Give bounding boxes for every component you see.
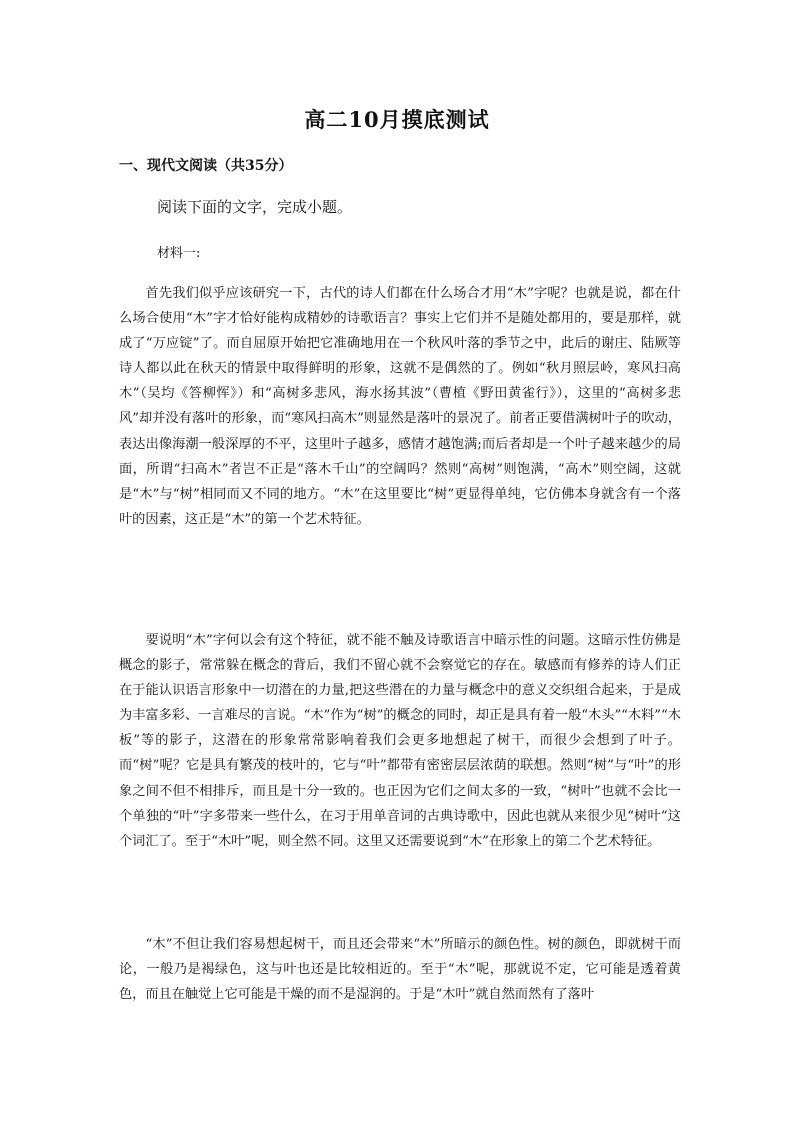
body-paragraph: 首先我们似乎应该研究一下，古代的诗人们都在什么场合才用“木”字呢？也就是说，都在什么场合使用“木”字才恰好能构成精妙的诗歌语言？事实上它们并不是随处都用的，要是那样，就成了“万应锭”了。而自屈原开始把它准确地用在一个秋风叶落的季节之中，此后的谢庄、陆厥等诗人都以此在秋天的情景中取得鲜明的形象，这就不是偶然的了。例如“秋月照层岭，寒风扫高木”（吴均《答柳恽》）和“高树多悲风，海水扬其波”（曹植《野田黄雀行》），这里的“高树多悲风”却并没有落叶的形象，而“寒风扫高木”则显然是落叶的景况了。前者正要借满树叶子的吹动，表达出像海潮一般深厚的不平，这里叶子越多，感情才越饱满;而后者却是一个叶子越来越少的局面，所谓“扫高木”者岂不正是“落木千山”的空阔吗？然则“高树”则饱满，“高木”则空阔，这就是“木”与“树”相同而又不同的地方。“木”在这里要比“树”更显得单纯，它仿佛本身就含有一个落叶的因素，这正是“木”的第一个艺术特征。 [119, 286, 681, 527]
material-label: 材料一: [157, 246, 201, 261]
section-heading: 一、现代文阅读（共35分） [119, 158, 293, 174]
page-title: 高二10月摸底测试 [304, 107, 490, 132]
body-paragraph: 要说明“木”字何以会有这个特征，就不能不触及诗歌语言中暗示性的问题。这暗示性仿佛是概念的影子，常常躲在概念的背后，我们不留心就不会察觉它的存在。敏感而有修养的诗人们正在于能认识语言形象中一切潜在的力量,把这些潜在的力量与概念中的意义交织组合起来，于是成为丰富多彩、一言难尽的言说。“木”作为“树”的概念的同时，却正是具有着一般“木头”“木料”“木板”等的影子，这潜在的形象常常影响着我们会更多地想起了树干，而很少会想到了叶子。而“树”呢？它是具有繁茂的枝叶的，它与“叶”都带有密密层层浓荫的联想。然则“树”与“叶”的形象之间不但不相排斥，而且是十分一致的。也正因为它们之间太多的一致，“树叶”也就不会比一个单独的“叶”字多带来一些什么，在习于用单音词的古典诗歌中，因此也就从来很少见“树叶”这个词汇了。至于“木叶”呢，则全然不同。这里又还需要说到“木”在形象上的第二个艺术特征。 [119, 633, 681, 849]
body-paragraph: “木”不但让我们容易想起树干，而且还会带来“木”所暗示的颜色性。树的颜色，即就树干而论，一般乃是褐绿色，这与叶也还是比较相近的。至于“木”呢，那就说不定，它可能是透着黄色，而且在触觉上它可能是干燥的而不是湿润的。于是“木叶”就自然而然有了落叶 [119, 937, 681, 1003]
reading-instruction: 阅读下面的文字，完成小题。 [157, 198, 353, 216]
